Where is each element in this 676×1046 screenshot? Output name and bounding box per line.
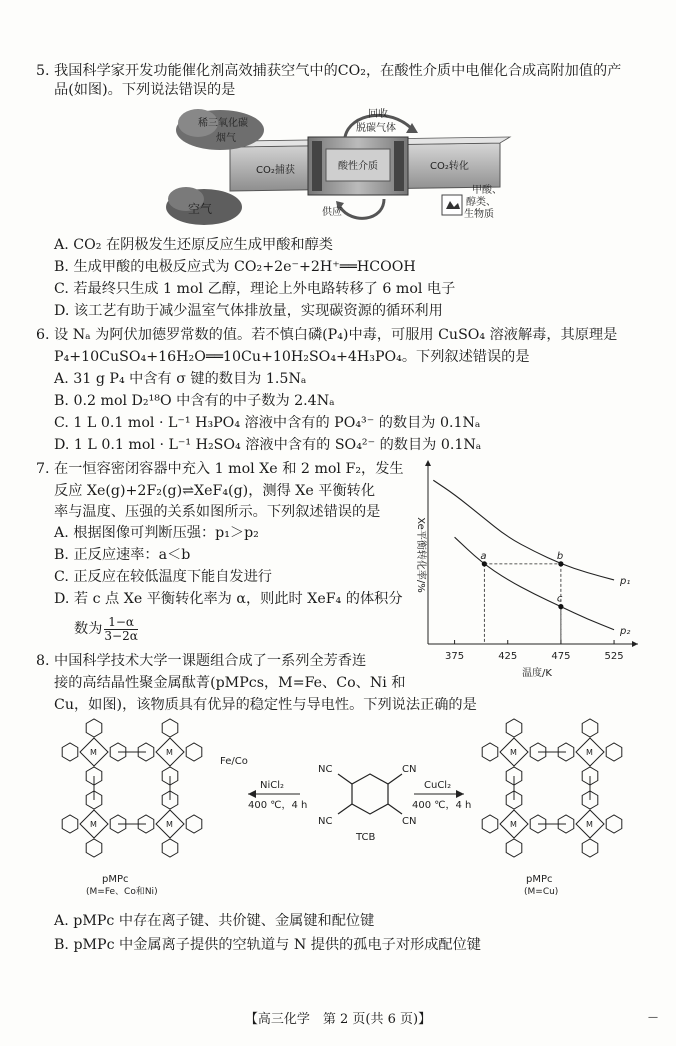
left-pmpc-name: pMPc bbox=[102, 874, 129, 885]
q6-option-d[interactable]: D. 1 L 0.1 mol · L⁻¹ H₂SO₄ 溶液中含有的 SO₄²⁻ 的数目为 0.1Nₐ bbox=[54, 437, 482, 453]
q8-stem-line1: 8. 中国科学技术大学一课题组合成了一系列全芳香连 bbox=[36, 653, 367, 669]
corner-mark: — bbox=[648, 1012, 658, 1023]
point-label-c: c bbox=[556, 593, 563, 605]
point-c bbox=[558, 604, 563, 609]
metal-center-1: M bbox=[166, 748, 173, 757]
metal-center-0: M bbox=[510, 748, 517, 757]
q7-stem-line2: 反应 Xe(g)+2F₂(g)⇌XeF₄(g)，测得 Xe 平衡转化 bbox=[54, 483, 376, 499]
page-footer: 【高三化学 第 2 页(共 6 页)】 bbox=[244, 1012, 432, 1027]
metal-label: Fe/Co bbox=[220, 756, 248, 767]
benzo-ring-0-0 bbox=[506, 719, 522, 737]
supply-arrow-icon bbox=[340, 199, 384, 218]
x-tick-label-3: 525 bbox=[604, 651, 624, 662]
q8-option-a[interactable]: A. pMPc 中存在离子键、共价键、金属键和配位键 bbox=[54, 913, 375, 929]
y-axis-label: Xe平衡转化率/% bbox=[415, 517, 426, 593]
q7-fraction bbox=[104, 616, 137, 643]
label-acid-medium: 酸性介质 bbox=[338, 161, 378, 172]
label-recycle-2: 脱碳气体 bbox=[356, 123, 396, 134]
metal-center-2: M bbox=[90, 820, 97, 829]
q7-stem-line3: 率与温度、压强的关系如图所示。下列叙述错误的是 bbox=[54, 504, 381, 520]
q5-option-b[interactable]: B. 生成甲酸的电极反应式为 CO₂+2e⁻+2H⁺══HCOOH bbox=[54, 259, 416, 275]
q7-option-d-continued bbox=[74, 614, 138, 644]
q7-stem-line1: 7. 在一恒容密闭容器中充入 1 mol Xe 和 2 mol F₂，发生 bbox=[36, 461, 404, 477]
q7-conversion-chart bbox=[404, 458, 644, 688]
q6-stem-line2: P₄+10CuSO₄+16H₂O══10Cu+10H₂SO₄+4H₃PO₄。下列叙述错误的是 bbox=[54, 349, 530, 365]
benzo-ring-2-3 bbox=[482, 815, 498, 833]
label-recycle-1: 回收 bbox=[368, 109, 388, 120]
label-flue-gas-1: 稀三氧化碳 bbox=[198, 118, 248, 129]
q8-option-b[interactable]: B. pMPc 中金属离子提供的空轨道与 N 提供的孤电子对形成配位键 bbox=[54, 937, 481, 953]
metal-center-2: M bbox=[510, 820, 517, 829]
benzo-ring-3-2 bbox=[582, 839, 598, 857]
q5-co2-process-figure bbox=[160, 103, 520, 231]
benzo-ring-3-2 bbox=[162, 839, 178, 857]
q8-stem-line2: 接的高结晶性聚金属酞菁(pMPcs，M=Fe、Co、Ni 和 bbox=[54, 675, 406, 691]
benzo-ring-2-2 bbox=[86, 839, 102, 857]
electrode-right bbox=[394, 141, 404, 191]
tcb-label: TCB bbox=[356, 832, 376, 843]
benzo-ring-0-3 bbox=[62, 743, 78, 761]
right-pmpc-sub: (M=Cu) bbox=[524, 887, 559, 897]
tcb-molecule bbox=[338, 774, 402, 814]
benzo-ring-2-2 bbox=[506, 839, 522, 857]
label-product-1: 甲酸、 bbox=[472, 185, 502, 196]
benzo-ring-3-1 bbox=[186, 815, 202, 833]
benzo-ring-2-3 bbox=[62, 815, 78, 833]
pmpc-left-structure bbox=[62, 719, 202, 857]
series-line-0 bbox=[433, 480, 614, 580]
right-pmpc-name: pMPc bbox=[526, 874, 553, 885]
cond-left: 400 ℃，4 h bbox=[248, 800, 308, 811]
electrode-left bbox=[312, 141, 322, 191]
benzo-ring-1-1 bbox=[186, 743, 202, 761]
label-co2-convert: CO₂转化 bbox=[430, 161, 469, 172]
reagent-cucl2: CuCl₂ bbox=[424, 780, 452, 791]
tcb-cn-top: CN bbox=[402, 764, 417, 775]
q8-reaction-figure bbox=[50, 712, 640, 904]
tcb-nc-top: NC bbox=[318, 764, 333, 775]
q7-option-b[interactable]: B. 正反应速率：a＜b bbox=[54, 547, 191, 563]
reagent-nicl2: NiCl₂ bbox=[260, 780, 285, 791]
x-axis-arrow-icon bbox=[632, 641, 638, 647]
series-label-0: p₁ bbox=[620, 575, 631, 587]
q8-stem-line3: Cu，如图)，该物质具有优异的稳定性与导电性。下列说法正确的是 bbox=[54, 697, 477, 713]
q7-opt-d-prefix: 数为 bbox=[74, 621, 103, 637]
label-air: 空气 bbox=[188, 202, 213, 216]
cond-right: 400 ℃，4 h bbox=[412, 800, 472, 811]
x-tick-label-2: 475 bbox=[551, 651, 571, 662]
point-b bbox=[558, 561, 563, 566]
benzo-ring-3-1 bbox=[606, 815, 622, 833]
q5-option-c[interactable]: C. 若最终只生成 1 mol 乙醇，理论上外电路转移了 6 mol 电子 bbox=[54, 281, 456, 297]
label-co2-capture: CO₂捕获 bbox=[256, 165, 295, 176]
x-tick-label-0: 375 bbox=[445, 651, 465, 662]
label-supply: 供应 bbox=[322, 207, 342, 218]
benzo-ring-0-3 bbox=[482, 743, 498, 761]
label-flue-gas-2: 烟气 bbox=[216, 133, 236, 144]
left-pmpc-sub: (M=Fe、Co和Ni) bbox=[86, 887, 158, 897]
q7-option-c[interactable]: C. 正反应在较低温度下能自发进行 bbox=[54, 569, 272, 585]
benzo-ring-1-0 bbox=[162, 719, 178, 737]
q5-option-a[interactable]: A. CO₂ 在阴极发生还原反应生成甲酸和醇类 bbox=[54, 237, 333, 253]
pmpc-right-structure bbox=[482, 719, 622, 857]
q7-frac-denominator: 3−2α bbox=[104, 628, 138, 643]
benzo-ring-0-0 bbox=[86, 719, 102, 737]
q6-option-c[interactable]: C. 1 L 0.1 mol · L⁻¹ H₃PO₄ 溶液中含有的 PO₄³⁻ 的数目为 0.1Nₐ bbox=[54, 415, 481, 431]
x-axis-label: 温度/K bbox=[522, 668, 552, 679]
q6-stem-line1: 6. 设 Nₐ 为阿伏加德罗常数的值。若不慎白磷(P₄)中毒，可服用 CuSO₄ 溶液解毒，其原理是 bbox=[36, 327, 618, 343]
x-tick-label-1: 425 bbox=[498, 651, 518, 662]
q7-frac-numerator: 1−α bbox=[104, 616, 137, 630]
q5-stem-line1: 5. 我国科学家开发功能催化剂高效捕获空气中的CO₂，在酸性介质中电催化合成高附加值的产 bbox=[36, 63, 622, 79]
label-product-2: 醇类、 bbox=[466, 197, 496, 208]
q5-option-d[interactable]: D. 该工艺有助于减少温室气体排放量，实现碳资源的循环利用 bbox=[54, 303, 443, 319]
benzo-ring-1-1 bbox=[606, 743, 622, 761]
metal-center-0: M bbox=[90, 748, 97, 757]
metal-center-3: M bbox=[586, 820, 593, 829]
point-label-b: b bbox=[556, 550, 564, 562]
series-label-1: p₂ bbox=[620, 625, 631, 637]
benzo-ring-1-0 bbox=[582, 719, 598, 737]
point-label-a: a bbox=[480, 550, 487, 562]
q7-option-a[interactable]: A. 根据图像可判断压强：p₁＞p₂ bbox=[54, 525, 259, 541]
metal-center-1: M bbox=[586, 748, 593, 757]
q6-option-a[interactable]: A. 31 g P₄ 中含有 σ 键的数目为 1.5Nₐ bbox=[54, 371, 307, 387]
tcb-nc-bottom: NC bbox=[318, 816, 333, 827]
y-axis-arrow-icon bbox=[425, 460, 431, 466]
metal-center-3: M bbox=[166, 820, 173, 829]
q6-option-b[interactable]: B. 0.2 mol D₂¹⁸O 中含有的中子数为 2.4Nₐ bbox=[54, 393, 335, 409]
q7-option-d[interactable]: D. 若 c 点 Xe 平衡转化率为 α，则此时 XeF₄ 的体积分 bbox=[54, 591, 403, 607]
tcb-cn-bottom: CN bbox=[402, 816, 417, 827]
q5-stem-line2: 品(如图)。下列说法错误的是 bbox=[54, 82, 236, 98]
label-product-3: 生物质 bbox=[464, 209, 494, 220]
